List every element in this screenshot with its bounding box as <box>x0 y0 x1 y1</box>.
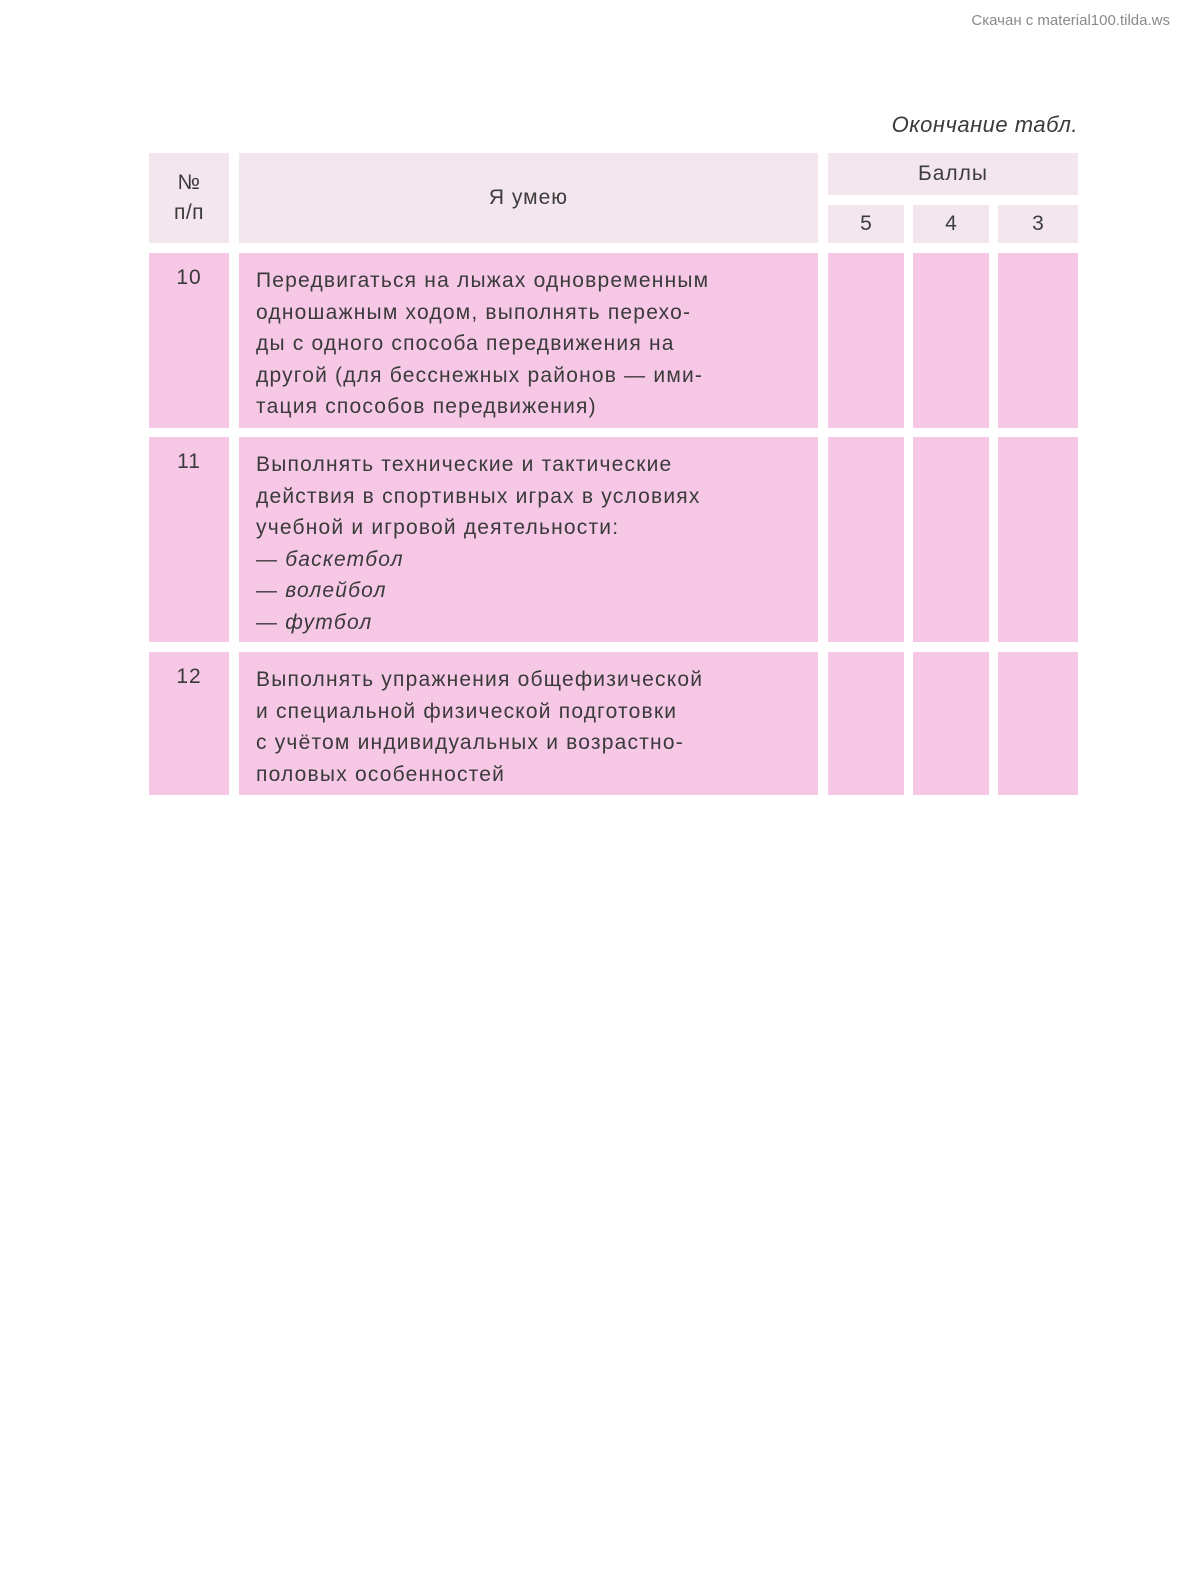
row-12-score-4-cell <box>913 652 989 795</box>
list-dash: — <box>256 579 286 602</box>
row-12-number-cell <box>149 652 229 795</box>
sport-list-item <box>256 544 802 576</box>
skill-text-line: с учётом индивидуальных и возрастно- <box>256 731 684 754</box>
row-12-score-3-cell <box>998 652 1078 795</box>
row-11-number-cell <box>149 437 229 642</box>
skill-text-line: и специальной физической подготовки <box>256 699 678 723</box>
row-10-skill-cell <box>239 253 818 428</box>
row-10-score-4-cell <box>913 253 989 428</box>
skill-text-line: одношажным ходом, выполнять перехо- <box>256 300 692 324</box>
watermark: Скачан с material100.tilda.ws <box>971 12 1170 29</box>
header-score-3 <box>998 205 1078 243</box>
row-12-score-5-cell <box>828 652 904 795</box>
skill-text-line: другой (для бесснежных районов — ими- <box>256 363 704 387</box>
row-12-skill-cell <box>239 652 818 795</box>
skill-text-line: Выполнять технические и тактические <box>256 453 673 476</box>
row-10-score-5-cell <box>828 253 904 428</box>
skill-text-line: половых особенностей <box>256 762 506 786</box>
sport-list-item <box>256 575 802 607</box>
row-11-skill-cell <box>239 437 818 642</box>
skill-text-line: тация способов передвижения) <box>256 395 597 418</box>
table-caption: Окончание табл. <box>891 112 1078 137</box>
sport-name: футбол <box>285 610 373 634</box>
header-skill-cell <box>239 153 818 243</box>
row-11-score-3-cell <box>998 437 1078 642</box>
sport-name: волейбол <box>285 579 387 602</box>
score-label: 3 <box>1032 212 1044 235</box>
header-score-4 <box>913 205 989 243</box>
skill-text-line: Передвигаться на лыжах одновременным <box>256 269 710 292</box>
header-score-5 <box>828 205 904 243</box>
header-skill-label: Я умею <box>488 186 569 209</box>
row-number: 11 <box>177 450 201 473</box>
header-number-cell <box>149 153 229 243</box>
row-number: 10 <box>176 266 202 289</box>
header-points-label: Баллы <box>917 162 989 185</box>
score-label: 5 <box>860 212 872 235</box>
skill-text-line: учебной и игровой деятельности: <box>256 516 620 539</box>
header-number-sign: № <box>177 171 201 194</box>
list-dash: — <box>256 610 286 634</box>
row-10-score-3-cell <box>998 253 1078 428</box>
skill-text-line: Выполнять упражнения общефизической <box>256 668 704 691</box>
list-dash: — <box>256 547 286 571</box>
header-number-abbr: п/п <box>173 201 205 224</box>
row-11-score-4-cell <box>913 437 989 642</box>
skill-text-line: ды с одного способа передвижения на <box>256 332 675 355</box>
sport-list-item <box>256 607 802 639</box>
row-number: 12 <box>176 665 202 688</box>
sport-name: баскетбол <box>285 547 404 571</box>
row-11-score-5-cell <box>828 437 904 642</box>
header-points-cell <box>828 153 1078 195</box>
skill-text-line: действия в спортивных играх в условиях <box>256 484 701 508</box>
score-label: 4 <box>945 212 957 235</box>
row-10-number-cell <box>149 253 229 428</box>
